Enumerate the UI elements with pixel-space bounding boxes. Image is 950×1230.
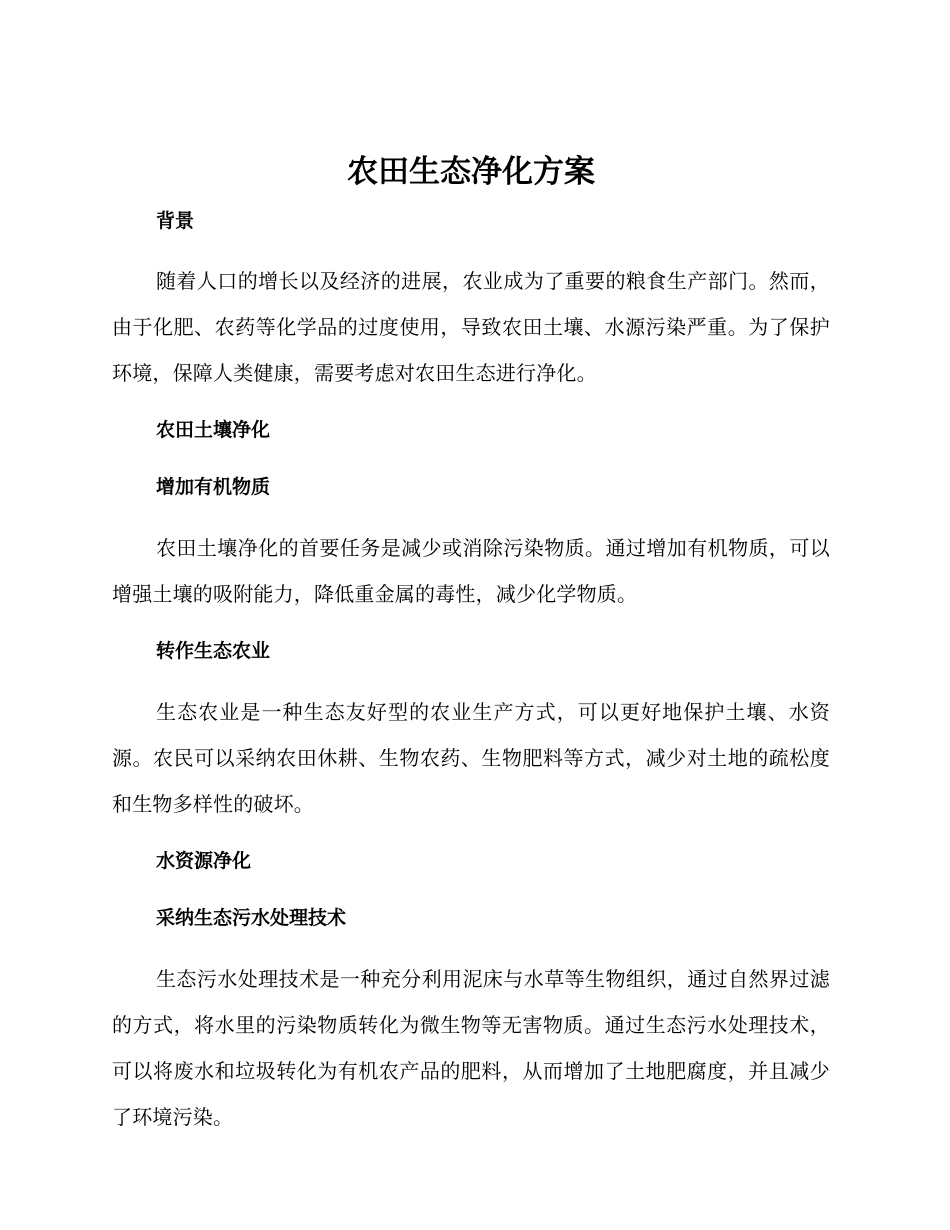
- document-page: [112, 150, 830, 1140]
- paragraph-eco-agriculture: 生态农业是一种生态友好型的农业生产方式，可以更好地保护土壤、水资源。农民可以采纳农田休耕、生物农药、生物肥料等方式，减少对土地的疏松度和生物多样性的破坏。: [112, 700, 830, 816]
- paragraph-background: 随着人口的增长以及经济的进展，农业成为了重要的粮食生产部门。然而，由于化肥、农药等化学品的过度使用，导致农田土壤、水源污染严重。为了保护环境，保障人类健康，需要考虑对农田生态进行净化。: [112, 269, 830, 385]
- subheading-organic-matter: 增加有机物质: [156, 476, 271, 498]
- paragraph-sewage-treatment: 生态污水处理技术是一种充分利用泥床与水草等生物组织，通过自然界过滤的方式，将水里的污染物质转化为微生物等无害物质。通过生态污水处理技术，可以将废水和垃圾转化为有机农产品的肥料，从而增加了土地肥腐度，并且减少了环境污染。: [112, 967, 830, 1129]
- section-heading-water: 水资源净化: [156, 850, 252, 872]
- section-heading-soil: 农田土壤净化: [156, 419, 271, 441]
- subheading-eco-agriculture: 转作生态农业: [156, 640, 271, 662]
- paragraph-organic-matter: 农田土壤净化的首要任务是减少或消除污染物质。通过增加有机物质，可以增强土壤的吸附能力，降低重金属的毒性，减少化学物质。: [112, 536, 830, 606]
- subheading-sewage-treatment: 采纳生态污水处理技术: [156, 907, 347, 929]
- section-heading-background: 背景: [156, 210, 195, 232]
- document-title: 农田生态净化方案: [347, 154, 595, 190]
